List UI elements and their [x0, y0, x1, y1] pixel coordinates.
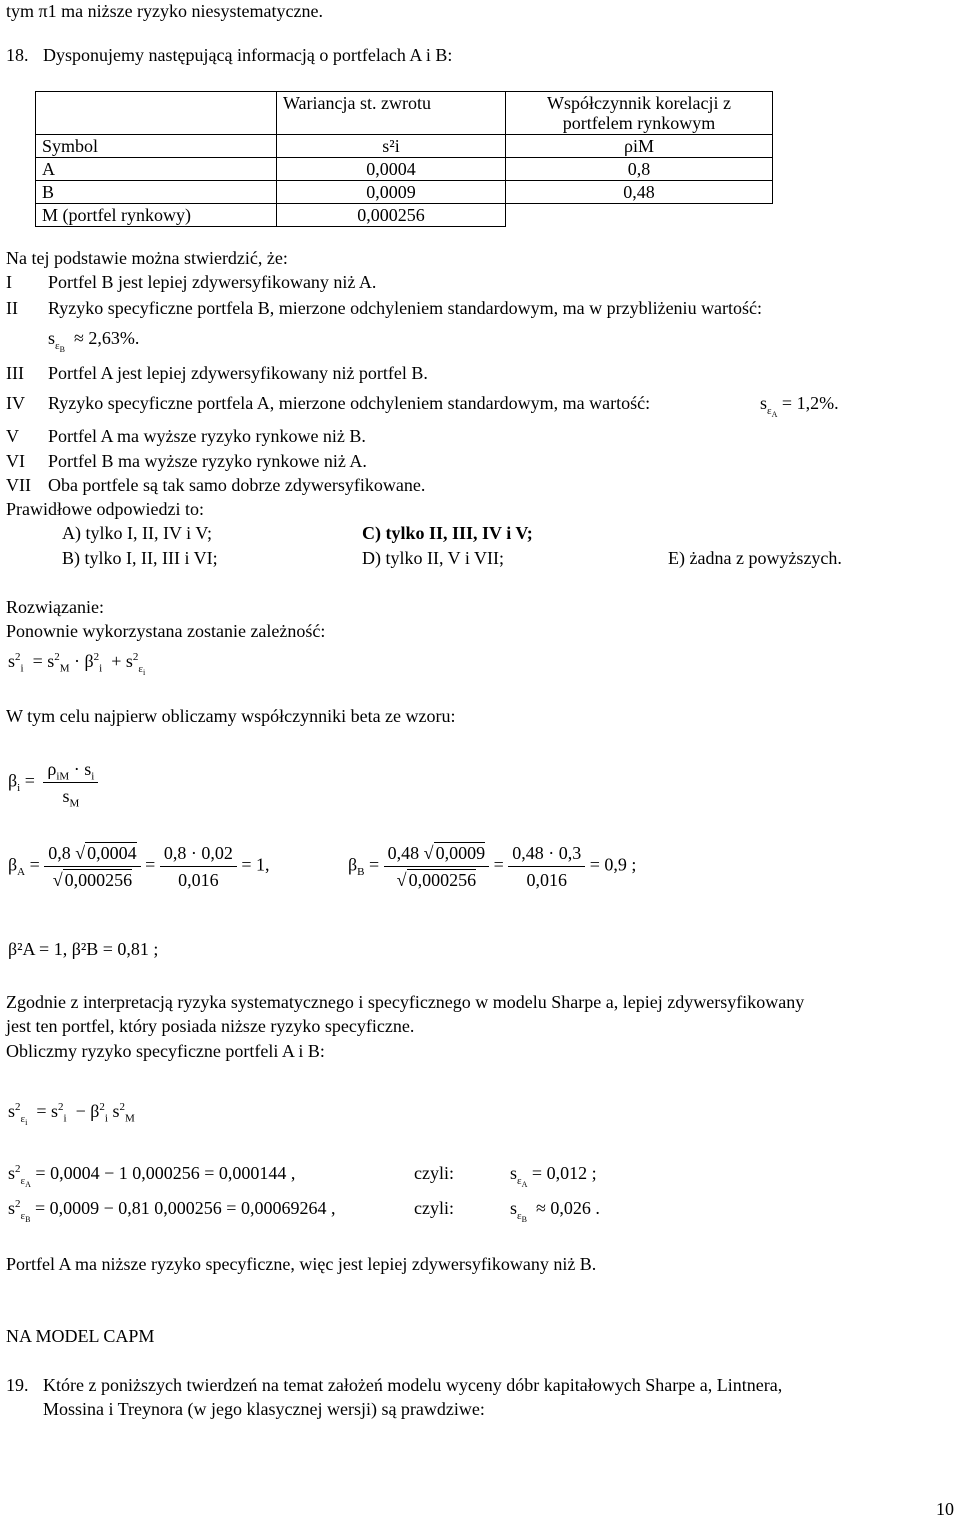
- formula-calc-b: $s^2_{\varepsilon_B} = 0,0009 - 0,81$ 0,000256 = 0,00069264 ,: [8, 1198, 336, 1224]
- formula-sigma-ea: $s_{\varepsilon_A} = 1,2\%$.: [760, 393, 839, 419]
- table-cell: ρiM: [506, 135, 773, 158]
- beta-intro: W tym celu najpierw obliczamy współczynniki beta ze wzoru:: [6, 706, 456, 726]
- q18-number: 18.: [6, 45, 29, 65]
- table-cell: 0,0004: [277, 158, 506, 181]
- czyli-a: czyli:: [414, 1163, 454, 1183]
- table-cell: A: [36, 158, 277, 181]
- answer-b: B) tylko I, II, III i VI;: [62, 548, 218, 568]
- table-header-cell: Wariancja st. zwrotu: [277, 92, 506, 135]
- table-cell: s²i: [277, 135, 506, 158]
- section-heading: NA MODEL CAPM: [6, 1326, 155, 1346]
- table-cell: B: [36, 181, 277, 204]
- q19-line2: Mossina i Treynora (w jego klasycznej wersji) są prawdziwe:: [43, 1399, 485, 1419]
- conclusion: Portfel A ma niższe ryzyko specyficzne, więc jest lepiej zdywersyfikowany niż B.: [6, 1254, 597, 1274]
- portfolio-table: [35, 91, 773, 227]
- statement-text: Portfel A ma wyższe ryzyko rynkowe niż B.: [48, 426, 366, 446]
- solution-label: Rozwiązanie:: [6, 597, 104, 617]
- formula-variance: $s^2_i = s^2_M \cdot \beta^2_i + s^2_{\varepsilon_i}$: [8, 651, 146, 677]
- answer-c: C) tylko II, III, IV i V;: [362, 523, 533, 543]
- interp-line1: Zgodnie z interpretacją ryzyka systematycznego i specyficznego w modelu Sharpe a, lepiej zdywersyfikowany: [6, 992, 805, 1012]
- answer-d: D) tylko II, V i VII;: [362, 548, 504, 568]
- statement-num: I: [6, 272, 12, 292]
- statement-text: Portfel A jest lepiej zdywersyfikowany niż portfel B.: [48, 363, 428, 383]
- solution-reuse: Ponownie wykorzystana zostanie zależność:: [6, 621, 326, 641]
- formula-result-a: $s_{\varepsilon_A} = 0,012$ ;: [510, 1163, 597, 1189]
- statement-num: V: [6, 426, 19, 446]
- statement-text: Ryzyko specyficzne portfela B, mierzone odchyleniem standardowym, ma w przybliżeniu wartość:: [48, 298, 763, 318]
- table-header-row: [36, 92, 773, 135]
- table-cell: Symbol: [36, 135, 277, 158]
- formula-calc-a: $s^2_{\varepsilon_A} = 0,0004 - 1$ 0,000256 = 0,000144 ,: [8, 1163, 296, 1189]
- answers-label: Prawidłowe odpowiedzi to:: [6, 499, 204, 519]
- statement-num: VI: [6, 451, 25, 471]
- answer-e: E) żadna z powyższych.: [668, 548, 842, 568]
- statement-num: II: [6, 298, 18, 318]
- table-row: [36, 204, 773, 227]
- statement-text: Portfel B jest lepiej zdywersyfikowany niż A.: [48, 272, 377, 292]
- statement-text: Oba portfele są tak samo dobrze zdywersyfikowane.: [48, 475, 426, 495]
- table-cell: 0,000256: [277, 204, 506, 227]
- top-line: tym π1 ma niższe ryzyko niesystematyczne.: [6, 1, 323, 21]
- statement-num: III: [6, 363, 24, 383]
- page-number: 10: [936, 1499, 954, 1519]
- q18-text: Dysponujemy następującą informacją o portfelach A i B:: [43, 45, 453, 65]
- answer-a: A) tylko I, II, IV i V;: [62, 523, 212, 543]
- statement-text: Ryzyko specyficzne portfela A, mierzone odchyleniem standardowym, ma wartość:: [48, 393, 651, 413]
- table-row: [36, 181, 773, 204]
- formula-result-b: $s_{\varepsilon_B} \approx 0,026$ .: [510, 1198, 600, 1224]
- statement-text: 2,63%.: [88, 328, 140, 348]
- formula-sigma-eb: $s_{\varepsilon_B} \approx 2,63\%$.: [48, 328, 140, 354]
- calc-intro: Obliczmy ryzyko specyficzne portfeli A i B:: [6, 1041, 325, 1061]
- formula-beta-b: $\beta_B$ = $\frac{0,48 √ 0,0009}{√ 0,000256}$ = $\frac{0,48 \cdot 0,3}{0,016}$ = 0,9 ;: [348, 843, 637, 890]
- q18-intro: Na tej podstawie można stwierdzić, że:: [6, 248, 288, 268]
- statement-text: Portfel B ma wyższe ryzyko rynkowe niż A.: [48, 451, 367, 471]
- q19-line1: Które z poniższych twierdzeń na temat założeń modelu wyceny dóbr kapitałowych Sharpe a, Lintnera,: [43, 1375, 783, 1395]
- iv-value: = 1,2%.: [781, 393, 839, 413]
- table-row: [36, 158, 773, 181]
- formula-specific-variance: $s^2_{\varepsilon_i} = s^2_i - \beta^2_i$ $s^2_M$: [8, 1101, 135, 1127]
- table-header-cell: Współczynnik korelacji z portfelem rynkowym: [506, 92, 773, 135]
- table-cell: 0,0009: [277, 181, 506, 204]
- formula-beta: $\beta_i$ = $\frac{\rho_{iM} \cdot s_i}{s_M}$: [8, 758, 98, 807]
- formula-beta-squared: β²A = 1, β²B = 0,81 ;: [8, 939, 159, 959]
- table-header-cell: [36, 92, 277, 135]
- table-cell: 0,48: [506, 181, 773, 204]
- q19-number: 19.: [6, 1375, 29, 1395]
- czyli-b: czyli:: [414, 1198, 454, 1218]
- table-cell: 0,8: [506, 158, 773, 181]
- table-row: [36, 135, 773, 158]
- table-cell: M (portfel rynkowy): [36, 204, 277, 227]
- interp-line2: jest ten portfel, który posiada niższe ryzyko specyficzne.: [6, 1016, 415, 1036]
- statement-num: VII: [6, 475, 31, 495]
- formula-beta-a: $\beta_A$ = $\frac{0,8 √ 0,0004}{√ 0,000256}$ = $\frac{0,8 \cdot 0,02}{0,016}$ = 1,: [8, 843, 270, 890]
- statement-num: IV: [6, 393, 25, 413]
- table-cell: [506, 204, 773, 227]
